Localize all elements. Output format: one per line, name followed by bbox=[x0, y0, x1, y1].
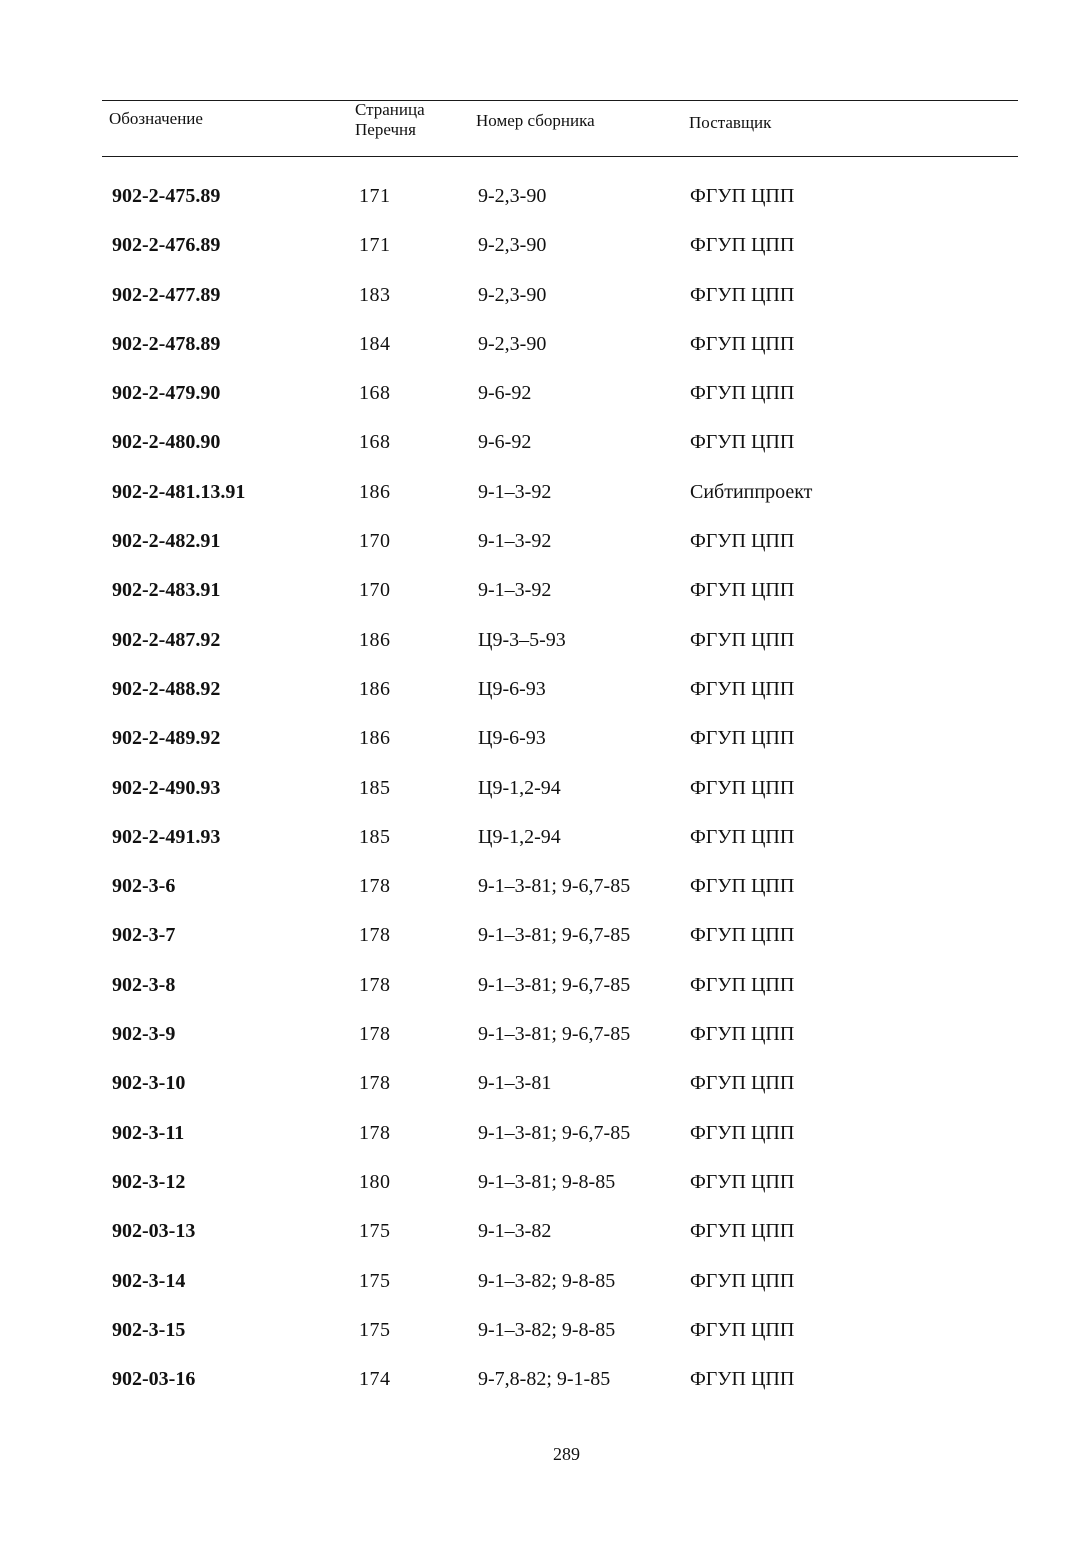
cell-designation: 902-3-14 bbox=[112, 1269, 186, 1292]
header-page bbox=[355, 100, 425, 140]
table-row bbox=[0, 566, 1078, 615]
cell-page: 178 bbox=[359, 973, 391, 996]
cell-collection: Ц9-1,2-94 bbox=[478, 825, 561, 848]
cell-page: 186 bbox=[359, 727, 391, 750]
table-header bbox=[0, 100, 1078, 156]
cell-collection: 9-2,3-90 bbox=[478, 283, 547, 306]
cell-supplier: ФГУП ЦПП bbox=[690, 825, 795, 848]
header-supplier: Поставщик bbox=[689, 113, 772, 132]
cell-page: 185 bbox=[359, 825, 391, 848]
table-row bbox=[0, 665, 1078, 714]
table-row bbox=[0, 616, 1078, 665]
table-row bbox=[0, 418, 1078, 467]
cell-supplier: ФГУП ЦПП bbox=[690, 628, 795, 651]
cell-designation: 902-2-475.89 bbox=[112, 185, 221, 207]
cell-supplier: Сибтиппроект bbox=[690, 480, 813, 503]
cell-designation: 902-3-15 bbox=[112, 1318, 186, 1341]
cell-page: 178 bbox=[359, 924, 391, 947]
cell-supplier: ФГУП ЦПП bbox=[690, 875, 795, 898]
cell-supplier: ФГУП ЦПП bbox=[690, 677, 795, 700]
cell-page: 185 bbox=[359, 776, 391, 799]
cell-supplier: ФГУП ЦПП bbox=[690, 924, 795, 947]
table-row bbox=[0, 1158, 1078, 1207]
cell-designation: 902-2-478.89 bbox=[112, 332, 221, 355]
cell-collection: 9-1–3-92 bbox=[478, 579, 552, 602]
cell-page: 178 bbox=[359, 875, 391, 898]
cell-collection: 9-6-92 bbox=[478, 382, 532, 405]
cell-page: 174 bbox=[359, 1368, 391, 1391]
cell-page: 171 bbox=[359, 185, 391, 207]
cell-designation: 902-2-488.92 bbox=[112, 677, 221, 700]
header-page-line1: Страница bbox=[355, 100, 425, 119]
table-row bbox=[0, 468, 1078, 517]
cell-designation: 902-2-489.92 bbox=[112, 727, 221, 750]
cell-collection: Ц9-1,2-94 bbox=[478, 776, 561, 799]
cell-collection: 9-6-92 bbox=[478, 431, 532, 454]
cell-collection: Ц9-3–5-93 bbox=[478, 628, 566, 651]
cell-supplier: ФГУП ЦПП bbox=[690, 382, 795, 405]
cell-supplier: ФГУП ЦПП bbox=[690, 1368, 795, 1391]
table-row bbox=[0, 961, 1078, 1010]
cell-supplier: ФГУП ЦПП bbox=[690, 283, 795, 306]
table-row bbox=[0, 172, 1078, 221]
cell-page: 175 bbox=[359, 1318, 391, 1341]
cell-supplier: ФГУП ЦПП bbox=[690, 776, 795, 799]
cell-designation: 902-2-480.90 bbox=[112, 431, 221, 454]
cell-page: 171 bbox=[359, 234, 391, 257]
cell-collection: 9-2,3-90 bbox=[478, 234, 547, 257]
table-row bbox=[0, 862, 1078, 911]
cell-supplier: ФГУП ЦПП bbox=[690, 579, 795, 602]
cell-page: 168 bbox=[359, 382, 391, 405]
cell-page: 170 bbox=[359, 579, 391, 602]
cell-supplier: ФГУП ЦПП bbox=[690, 1170, 795, 1193]
cell-designation: 902-3-6 bbox=[112, 875, 176, 898]
cell-designation: 902-2-491.93 bbox=[112, 825, 221, 848]
cell-page: 175 bbox=[359, 1269, 391, 1292]
header-designation: Обозначение bbox=[109, 109, 203, 128]
cell-collection: 9-1–3-82; 9-8-85 bbox=[478, 1269, 616, 1292]
cell-collection: 9-1–3-82 bbox=[478, 1220, 552, 1243]
cell-designation: 902-2-481.13.91 bbox=[112, 480, 246, 503]
table-row bbox=[0, 1109, 1078, 1158]
cell-designation: 902-03-13 bbox=[112, 1220, 196, 1243]
cell-page: 178 bbox=[359, 1121, 391, 1144]
cell-collection: 9-1–3-82; 9-8-85 bbox=[478, 1318, 616, 1341]
table-row bbox=[0, 517, 1078, 566]
cell-collection: 9-2,3-90 bbox=[478, 332, 547, 355]
cell-supplier: ФГУП ЦПП bbox=[690, 332, 795, 355]
cell-page: 170 bbox=[359, 530, 391, 553]
cell-page: 175 bbox=[359, 1220, 391, 1243]
table-row bbox=[0, 813, 1078, 862]
table-row bbox=[0, 911, 1078, 960]
cell-page: 184 bbox=[359, 332, 391, 355]
cell-page: 178 bbox=[359, 1023, 391, 1046]
table-row bbox=[0, 714, 1078, 763]
cell-supplier: ФГУП ЦПП bbox=[690, 1121, 795, 1144]
cell-supplier: ФГУП ЦПП bbox=[690, 727, 795, 750]
cell-designation: 902-03-16 bbox=[112, 1368, 196, 1391]
cell-designation: 902-2-476.89 bbox=[112, 234, 221, 257]
table-row bbox=[0, 271, 1078, 320]
cell-designation: 902-3-10 bbox=[112, 1072, 186, 1095]
cell-page: 183 bbox=[359, 283, 391, 306]
header-collection: Номер сборника bbox=[476, 111, 595, 130]
cell-supplier: ФГУП ЦПП bbox=[690, 1023, 795, 1046]
header-page-line2: Перечня bbox=[355, 120, 416, 139]
cell-designation: 902-3-7 bbox=[112, 924, 176, 947]
cell-designation: 902-3-12 bbox=[112, 1170, 186, 1193]
cell-collection: 9-1–3-81; 9-6,7-85 bbox=[478, 1023, 631, 1046]
cell-collection: 9-1–3-81; 9-6,7-85 bbox=[478, 875, 631, 898]
table-row bbox=[0, 1059, 1078, 1108]
cell-supplier: ФГУП ЦПП bbox=[690, 973, 795, 996]
table-row bbox=[0, 764, 1078, 813]
cell-designation: 902-3-9 bbox=[112, 1023, 176, 1046]
cell-designation: 902-2-483.91 bbox=[112, 579, 221, 602]
cell-designation: 902-2-490.93 bbox=[112, 776, 221, 799]
cell-collection: 9-1–3-81; 9-8-85 bbox=[478, 1170, 616, 1193]
cell-supplier: ФГУП ЦПП bbox=[690, 1318, 795, 1341]
table-body bbox=[0, 172, 1078, 1404]
cell-collection: 9-2,3-90 bbox=[478, 185, 547, 207]
cell-collection: 9-1–3-92 bbox=[478, 530, 552, 553]
table-row bbox=[0, 1010, 1078, 1059]
cell-collection: 9-1–3-81 bbox=[478, 1072, 552, 1095]
cell-designation: 902-2-477.89 bbox=[112, 283, 221, 306]
cell-collection: 9-1–3-81; 9-6,7-85 bbox=[478, 1121, 631, 1144]
cell-page: 180 bbox=[359, 1170, 391, 1193]
cell-supplier: ФГУП ЦПП bbox=[690, 530, 795, 553]
cell-collection: 9-1–3-81; 9-6,7-85 bbox=[478, 924, 631, 947]
cell-page: 178 bbox=[359, 1072, 391, 1095]
cell-supplier: ФГУП ЦПП bbox=[690, 1220, 795, 1243]
cell-page: 186 bbox=[359, 480, 391, 503]
cell-collection: 9-1–3-81; 9-6,7-85 bbox=[478, 973, 631, 996]
table-row bbox=[0, 1306, 1078, 1355]
table-row bbox=[0, 1355, 1078, 1404]
table-row bbox=[0, 369, 1078, 418]
table-row bbox=[0, 320, 1078, 369]
cell-collection: Ц9-6-93 bbox=[478, 677, 546, 700]
cell-page: 186 bbox=[359, 628, 391, 651]
cell-page: 186 bbox=[359, 677, 391, 700]
table-row bbox=[0, 1257, 1078, 1306]
cell-designation: 902-2-479.90 bbox=[112, 382, 221, 405]
table-row bbox=[0, 1207, 1078, 1256]
table-header-rule bbox=[102, 156, 1018, 157]
cell-supplier: ФГУП ЦПП bbox=[690, 431, 795, 454]
cell-supplier: ФГУП ЦПП bbox=[690, 234, 795, 257]
cell-collection: 9-7,8-82; 9-1-85 bbox=[478, 1368, 611, 1391]
cell-designation: 902-3-8 bbox=[112, 973, 176, 996]
cell-collection: Ц9-6-93 bbox=[478, 727, 546, 750]
page-number: 289 bbox=[553, 1444, 580, 1464]
cell-supplier: ФГУП ЦПП bbox=[690, 185, 795, 207]
cell-supplier: ФГУП ЦПП bbox=[690, 1072, 795, 1095]
cell-designation: 902-2-487.92 bbox=[112, 628, 221, 651]
cell-page: 168 bbox=[359, 431, 391, 454]
table-row bbox=[0, 221, 1078, 270]
cell-collection: 9-1–3-92 bbox=[478, 480, 552, 503]
cell-designation: 902-2-482.91 bbox=[112, 530, 221, 553]
cell-supplier: ФГУП ЦПП bbox=[690, 1269, 795, 1292]
cell-designation: 902-3-11 bbox=[112, 1121, 185, 1144]
